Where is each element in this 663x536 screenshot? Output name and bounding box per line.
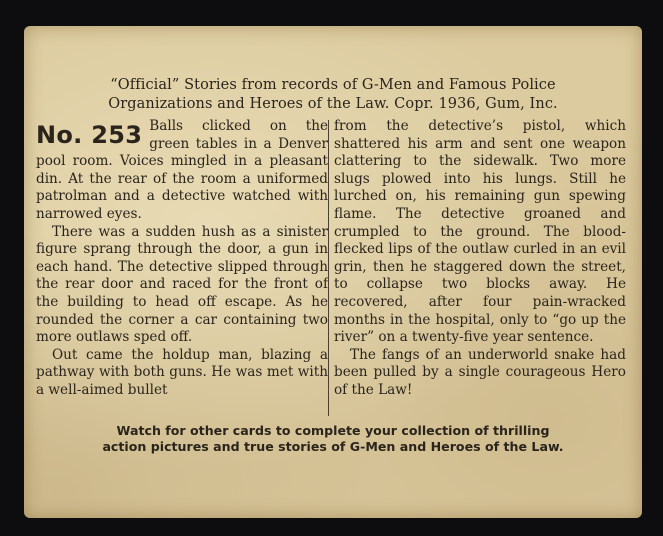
story-column-left [36, 118, 328, 400]
footer-line-2: action pictures and true stories of G-Men and Heroes of the Law. [102, 439, 564, 454]
story-paragraph: Balls clicked on the green tables in a Denver pool room. Voices mingled in a pleasant din. At the rear of the room a uniformed patrolman and a detective watched with narrowed eyes. [36, 118, 328, 222]
story-paragraph: Out came the holdup man, blazing a pathway with both guns. He was met with a well-aimed bullet [36, 346, 328, 398]
story-paragraph: There was a sudden hush as a sinister figure sprang through the door, a gun in each hand. The detective slipped through the rear door and raced for the front of the building to head off escape. As he rounded the corner a car containing two more outlaws sped off. [36, 223, 328, 346]
header-line-1: “Official” Stories from records of G-Men and Famous Police [110, 77, 556, 93]
trading-card-back [24, 26, 642, 518]
header-line-2: Organizations and Heroes of the Law. Copr. 1936, Gum, Inc. [108, 96, 558, 112]
card-number: No. 253 [36, 121, 143, 149]
column-divider [328, 120, 329, 416]
footer-line-1: Watch for other cards to complete your collection of thrilling [116, 423, 550, 438]
story-column-right [334, 118, 626, 400]
card-header [24, 76, 642, 114]
story-paragraph: The fangs of an underworld snake had been pulled by a single courageous Hero of the Law! [334, 346, 626, 398]
card-footer [24, 423, 642, 455]
story-paragraph: from the detective’s pistol, which shattered his arm and sent one weapon clattering to the sidewalk. Two more slugs plowed into his lungs. Still he lurched on, his remaining gun spewing flame. The detective groaned and crumpled to the ground. The blood-flecked lips of the outlaw curled in an evil grin, then he staggered down the street, to collapse two blocks away. He recovered, after four pain-wracked months in the hospital, only to “go up the river” on a twenty-five year sentence. [334, 118, 626, 346]
